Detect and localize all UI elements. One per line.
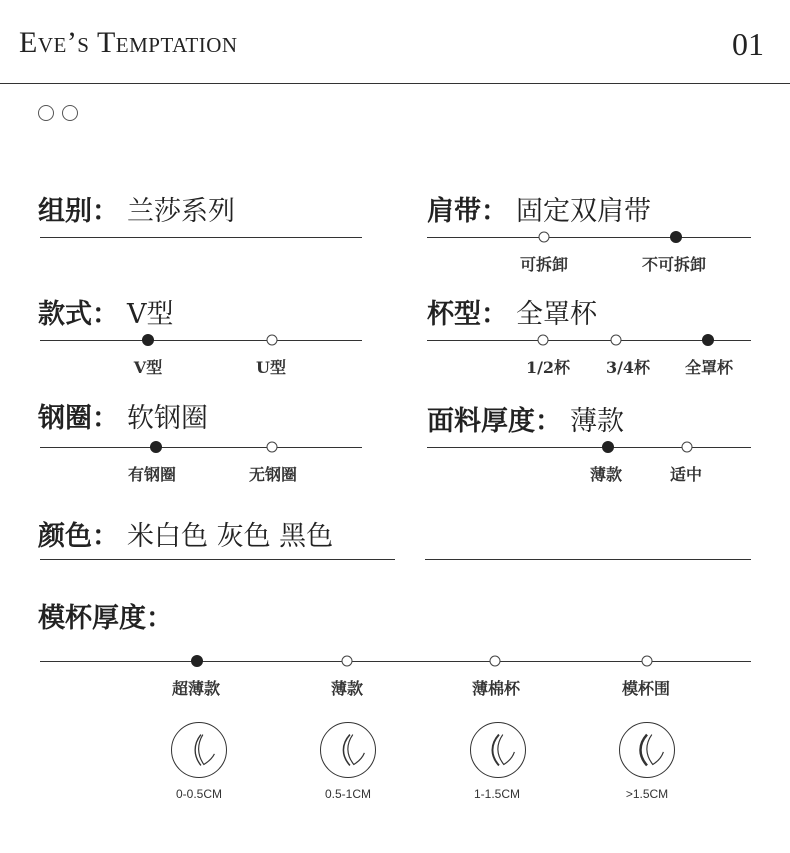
field-strap-label: 肩带： bbox=[427, 196, 508, 227]
mold-option-label: 模杯围 bbox=[621, 679, 671, 698]
strap-option-label: 可拆卸 bbox=[519, 255, 569, 274]
field-strap-rule bbox=[427, 237, 751, 238]
mold-option-label: 薄棉杯 bbox=[471, 679, 521, 698]
cup-thickness-icon bbox=[171, 722, 227, 778]
cup-option-label: 3/4杯 bbox=[605, 358, 651, 377]
decor-circle-icon bbox=[62, 105, 78, 121]
mold-option-label: 超薄款 bbox=[171, 679, 221, 698]
field-wire bbox=[38, 396, 208, 435]
cup-thickness-icon bbox=[470, 722, 526, 778]
field-color-rule-right bbox=[425, 559, 751, 560]
style-option-label: V型 bbox=[133, 358, 163, 377]
field-style-label: 款式： bbox=[38, 299, 119, 330]
cup-option-label: 全罩杯 bbox=[684, 358, 734, 377]
cup-thickness-icon bbox=[619, 722, 675, 778]
field-cup-label: 杯型： bbox=[427, 299, 508, 330]
field-fabric-label: 面料厚度： bbox=[427, 406, 562, 437]
wire-option-marker bbox=[267, 442, 278, 453]
style-option-label: U型 bbox=[256, 358, 286, 377]
field-fabric-rule bbox=[427, 447, 751, 448]
wire-option-label: 有钢圈 bbox=[127, 465, 177, 484]
field-group-rule bbox=[40, 237, 362, 238]
field-wire-rule bbox=[40, 447, 362, 448]
fabric-option-marker-selected bbox=[602, 441, 614, 453]
cup-thickness-icon bbox=[320, 722, 376, 778]
field-group bbox=[38, 189, 235, 228]
field-mold-label: 模杯厚度： bbox=[38, 603, 173, 634]
field-style-rule bbox=[40, 340, 362, 341]
style-option-marker-selected bbox=[142, 334, 154, 346]
mold-range-label: >1.5CM bbox=[625, 787, 669, 801]
mold-range-label: 0.5-1CM bbox=[324, 787, 372, 801]
strap-option-label: 不可拆卸 bbox=[641, 255, 707, 274]
header-divider bbox=[0, 83, 790, 84]
strap-option-marker-selected bbox=[670, 231, 682, 243]
mold-option-marker bbox=[342, 656, 353, 667]
field-fabric-value: 薄款 bbox=[570, 406, 624, 437]
mold-option-marker-selected bbox=[191, 655, 203, 667]
mold-option-marker bbox=[490, 656, 501, 667]
brand-logo: Eve’s Temptation bbox=[19, 26, 238, 59]
cup-option-marker bbox=[611, 335, 622, 346]
field-wire-value: 软钢圈 bbox=[127, 403, 208, 434]
field-style bbox=[38, 292, 174, 331]
page-number: 01 bbox=[732, 26, 764, 62]
field-mold bbox=[38, 596, 173, 635]
field-style-value: V型 bbox=[127, 299, 174, 330]
cup-option-label: 1/2杯 bbox=[525, 358, 571, 377]
mold-option-label: 薄款 bbox=[330, 679, 364, 698]
field-strap-value: 固定双肩带 bbox=[516, 196, 651, 227]
field-wire-label: 钢圈： bbox=[38, 403, 119, 434]
fabric-option-label: 薄款 bbox=[589, 465, 623, 484]
field-color-rule bbox=[40, 559, 395, 560]
field-color-label: 颜色： bbox=[38, 521, 119, 552]
cup-option-marker-selected bbox=[702, 334, 714, 346]
fabric-option-marker bbox=[682, 442, 693, 453]
field-group-value: 兰莎系列 bbox=[127, 196, 235, 227]
decor-circle-icon bbox=[38, 105, 54, 121]
wire-option-label: 无钢圈 bbox=[248, 465, 298, 484]
strap-option-marker bbox=[539, 232, 550, 243]
fabric-option-label: 适中 bbox=[669, 465, 703, 484]
cup-option-marker bbox=[538, 335, 549, 346]
wire-option-marker-selected bbox=[150, 441, 162, 453]
mold-range-label: 0-0.5CM bbox=[175, 787, 223, 801]
style-option-marker bbox=[267, 335, 278, 346]
mold-option-marker bbox=[642, 656, 653, 667]
field-cup-value: 全罩杯 bbox=[516, 299, 597, 330]
field-cup bbox=[427, 292, 597, 331]
field-group-label: 组别： bbox=[38, 196, 119, 227]
field-color-value: 米白色 灰色 黑色 bbox=[127, 521, 334, 552]
field-color bbox=[38, 514, 333, 553]
field-fabric bbox=[427, 399, 624, 438]
field-strap bbox=[427, 189, 651, 228]
mold-range-label: 1-1.5CM bbox=[473, 787, 521, 801]
